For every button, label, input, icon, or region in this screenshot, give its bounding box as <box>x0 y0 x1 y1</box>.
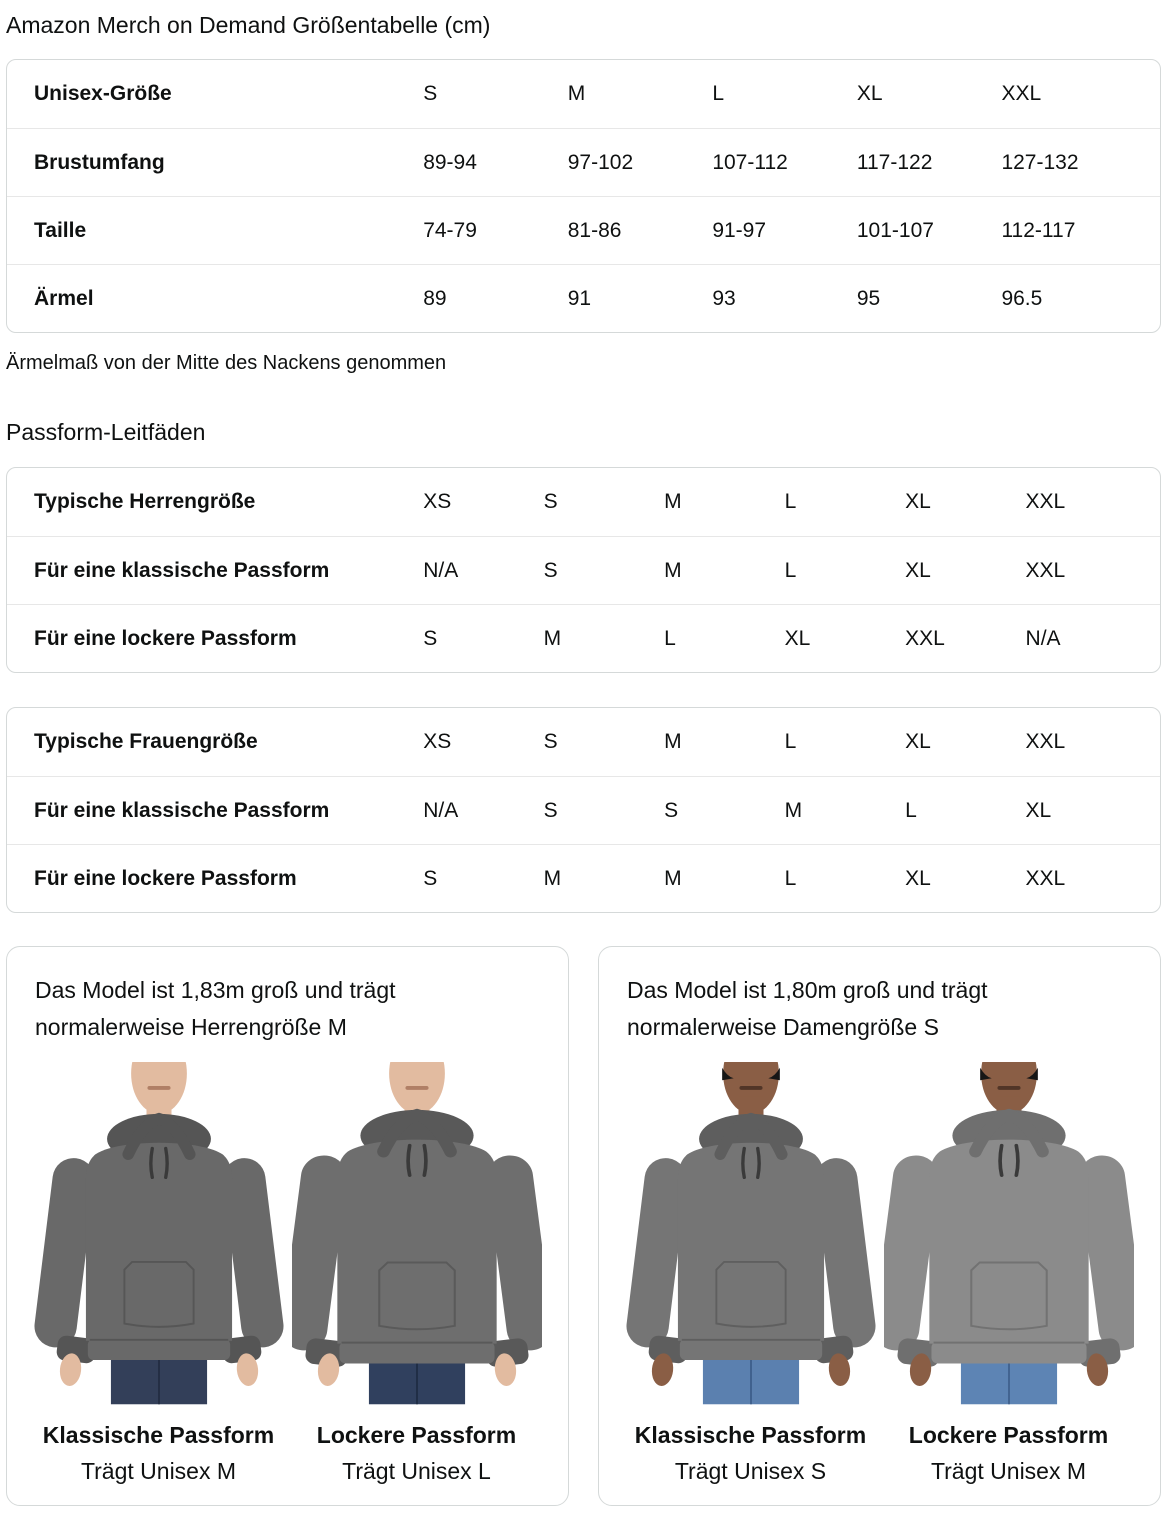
size-cell: 107-112 <box>712 150 788 174</box>
size-cell: M <box>664 866 682 890</box>
womens-fit-table <box>6 707 1161 913</box>
table-row <box>7 128 1160 196</box>
size-cell: M <box>784 798 803 822</box>
size-cell: XL <box>905 730 931 753</box>
worn-size-label: Trägt Unisex L <box>342 1458 491 1484</box>
size-cell: 101-107 <box>856 218 934 242</box>
size-cell: S <box>543 798 558 822</box>
hoodie <box>626 1114 876 1364</box>
size-cell: L <box>905 798 917 822</box>
row-label: Für eine lockere Passform <box>34 626 297 650</box>
row-label: Brustumfang <box>34 150 165 174</box>
table-row <box>7 604 1160 672</box>
size-cell: L <box>712 82 724 105</box>
size-cell: 89-94 <box>423 150 477 174</box>
row-label: Typische Frauengröße <box>34 730 258 753</box>
model-cards <box>6 946 1161 1506</box>
size-cell: XXL <box>1025 866 1066 890</box>
size-cell: XXL <box>905 626 945 650</box>
size-cell: N/A <box>423 558 459 582</box>
table-row <box>7 468 1160 536</box>
page-title: Amazon Merch on Demand Größentabelle (cm) <box>6 12 491 38</box>
size-cell: M <box>543 866 562 890</box>
worn-size-label: Trägt Unisex M <box>80 1458 237 1484</box>
size-cell: XS <box>423 490 452 513</box>
worn-size-label: Trägt Unisex M <box>930 1458 1087 1484</box>
row-label: Typische Herrengröße <box>34 490 256 513</box>
table-row <box>7 536 1160 604</box>
size-cell: XXL <box>1025 730 1066 753</box>
size-cell: L <box>784 490 797 513</box>
fit-type-label: Klassische Passform <box>42 1422 275 1448</box>
size-cell: S <box>664 798 679 822</box>
size-cell: 112-117 <box>1001 218 1076 242</box>
hoodie <box>884 1110 1134 1368</box>
male-model-card <box>6 946 569 1506</box>
female-model-card <box>598 946 1161 1506</box>
size-cell: XL <box>856 82 883 105</box>
size-cell: 117-122 <box>856 150 933 174</box>
model-figure <box>626 1062 876 1485</box>
size-cell: 74-79 <box>423 218 477 242</box>
size-cell: 81-86 <box>567 218 622 242</box>
model-figures <box>621 1062 1138 1485</box>
row-label: Ärmel <box>34 286 94 310</box>
size-cell: XXL <box>1025 490 1066 513</box>
model-figures <box>29 1062 546 1485</box>
table-row <box>7 844 1160 912</box>
model-figure <box>292 1062 542 1485</box>
fit-type-label: Lockere Passform <box>908 1422 1109 1448</box>
model-photo <box>292 1062 542 1410</box>
hoodie <box>292 1110 542 1368</box>
model-figure <box>34 1062 284 1485</box>
size-cell: 96.5 <box>1001 286 1043 310</box>
size-cell: L <box>784 558 797 582</box>
size-cell: S <box>543 490 558 513</box>
size-cell: XXL <box>1025 558 1066 582</box>
sleeve-measure-note: Ärmelmaß von der Mitte des Nackens genommen <box>6 352 447 374</box>
fit-guides-heading: Passform-Leitfäden <box>6 419 206 445</box>
model-photo <box>884 1062 1134 1410</box>
size-cell: S <box>423 626 438 650</box>
row-label: Taille <box>34 218 87 242</box>
size-cell: S <box>423 866 438 890</box>
size-cell: L <box>784 866 797 890</box>
size-cell: XXL <box>1001 82 1042 105</box>
size-cell: XL <box>905 866 931 890</box>
size-cell: 97-102 <box>567 150 634 174</box>
size-cell: XL <box>784 626 811 650</box>
fit-type-label: Klassische Passform <box>634 1422 867 1448</box>
mens-fit-table <box>6 467 1161 673</box>
row-label: Für eine lockere Passform <box>34 866 297 890</box>
table-row <box>7 708 1160 776</box>
row-label: Für eine klassische Passform <box>34 798 330 822</box>
size-cell: M <box>664 490 682 513</box>
size-cell: 91 <box>567 286 592 310</box>
fit-type-label: Lockere Passform <box>316 1422 517 1448</box>
hoodie <box>34 1114 284 1364</box>
table-row <box>7 196 1160 264</box>
worn-size-label: Trägt Unisex S <box>674 1458 827 1484</box>
size-cell: N/A <box>1025 626 1061 650</box>
size-cell: 91-97 <box>712 218 767 242</box>
size-cell: XL <box>905 490 931 513</box>
size-cell: XS <box>423 730 452 753</box>
size-cell: L <box>784 730 797 753</box>
table-row <box>7 60 1160 128</box>
size-cell: M <box>664 730 682 753</box>
row-label: Für eine klassische Passform <box>34 558 330 582</box>
size-cell: XL <box>1025 798 1052 822</box>
model-photo <box>626 1062 876 1410</box>
size-cell: S <box>543 558 558 582</box>
size-cell: S <box>543 730 558 753</box>
size-cell: M <box>664 558 682 582</box>
size-cell: 127-132 <box>1001 150 1079 174</box>
row-label: Unisex-Größe <box>34 82 172 105</box>
size-cell: M <box>567 82 586 105</box>
size-chart-page <box>6 12 1161 1506</box>
size-cell: L <box>664 626 676 650</box>
model-figure <box>884 1062 1134 1485</box>
unisex-size-table <box>6 59 1161 333</box>
table-row <box>7 776 1160 844</box>
size-cell: 89 <box>423 286 447 310</box>
table-row <box>7 264 1160 332</box>
size-cell: 93 <box>712 286 736 310</box>
size-cell: N/A <box>423 798 459 822</box>
model-description: Das Model ist 1,83m groß und trägt normalerweise Herrengröße M <box>35 977 396 1040</box>
size-cell: XL <box>905 558 931 582</box>
model-description: Das Model ist 1,80m groß und trägt normalerweise Damengröße S <box>627 977 988 1040</box>
size-cell: M <box>543 626 562 650</box>
size-cell: S <box>423 82 438 105</box>
size-cell: 95 <box>856 286 881 310</box>
model-photo <box>34 1062 284 1410</box>
